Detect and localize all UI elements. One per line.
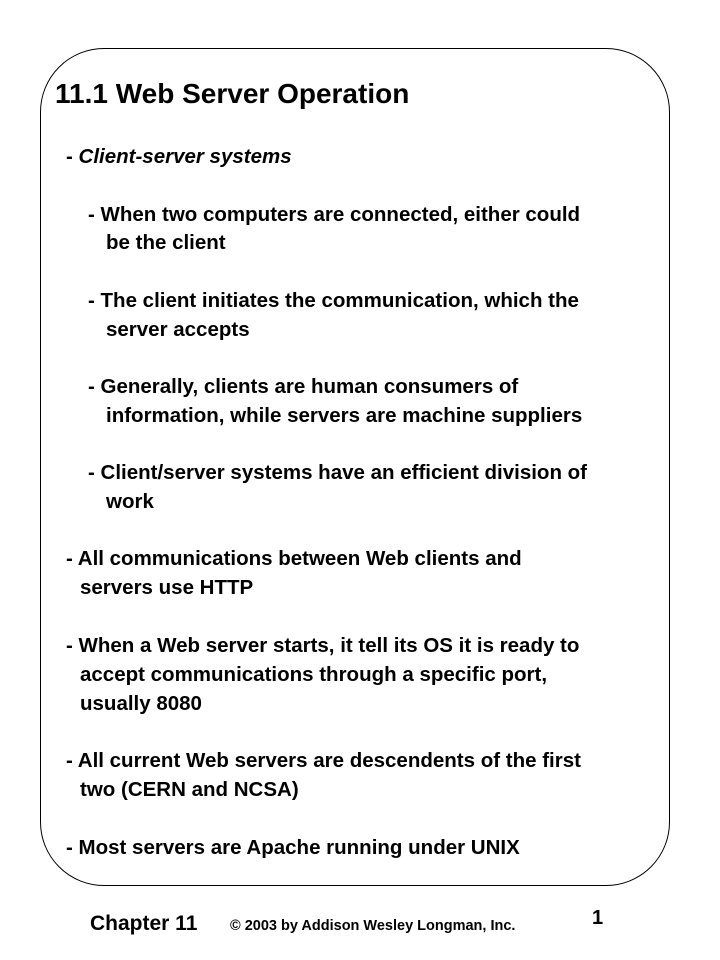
bullet-line: two (CERN and NCSA) — [80, 778, 299, 801]
subheading-text: Client-server systems — [78, 145, 292, 168]
bullet-line: - All current Web servers are descendents of the first — [66, 749, 581, 772]
subheading — [66, 143, 292, 171]
bullet-line: - Most servers are Apache running under UNIX — [66, 836, 520, 859]
bullet-line: work — [106, 490, 154, 513]
slide-title: 11.1 Web Server Operation — [55, 78, 410, 109]
bullet-line: servers use HTTP — [80, 576, 254, 599]
bullet-line: information, while servers are machine suppliers — [106, 404, 583, 427]
bullet-line: - Client/server systems have an efficient division of — [88, 461, 588, 484]
footer-copyright: © 2003 by Addison Wesley Longman, Inc. — [230, 918, 516, 934]
footer-chapter: Chapter 11 — [90, 912, 198, 935]
bullet-line: - When a Web server starts, it tell its OS it is ready to — [66, 634, 580, 657]
subheading-dash: - — [66, 145, 79, 168]
bullet-line: - All communications between Web clients and — [66, 547, 522, 570]
bullet-line: - Generally, clients are human consumers of — [88, 375, 519, 398]
bullet-line: accept communications through a specific port, — [80, 663, 548, 686]
bullet-line: be the client — [106, 231, 226, 254]
bullet-line: server accepts — [106, 318, 250, 341]
bullet-line: - When two computers are connected, either could — [88, 203, 581, 226]
bullet-line: usually 8080 — [80, 692, 202, 715]
bullet-line: - The client initiates the communication, which the — [88, 289, 579, 312]
page-number: 1 — [592, 907, 604, 929]
